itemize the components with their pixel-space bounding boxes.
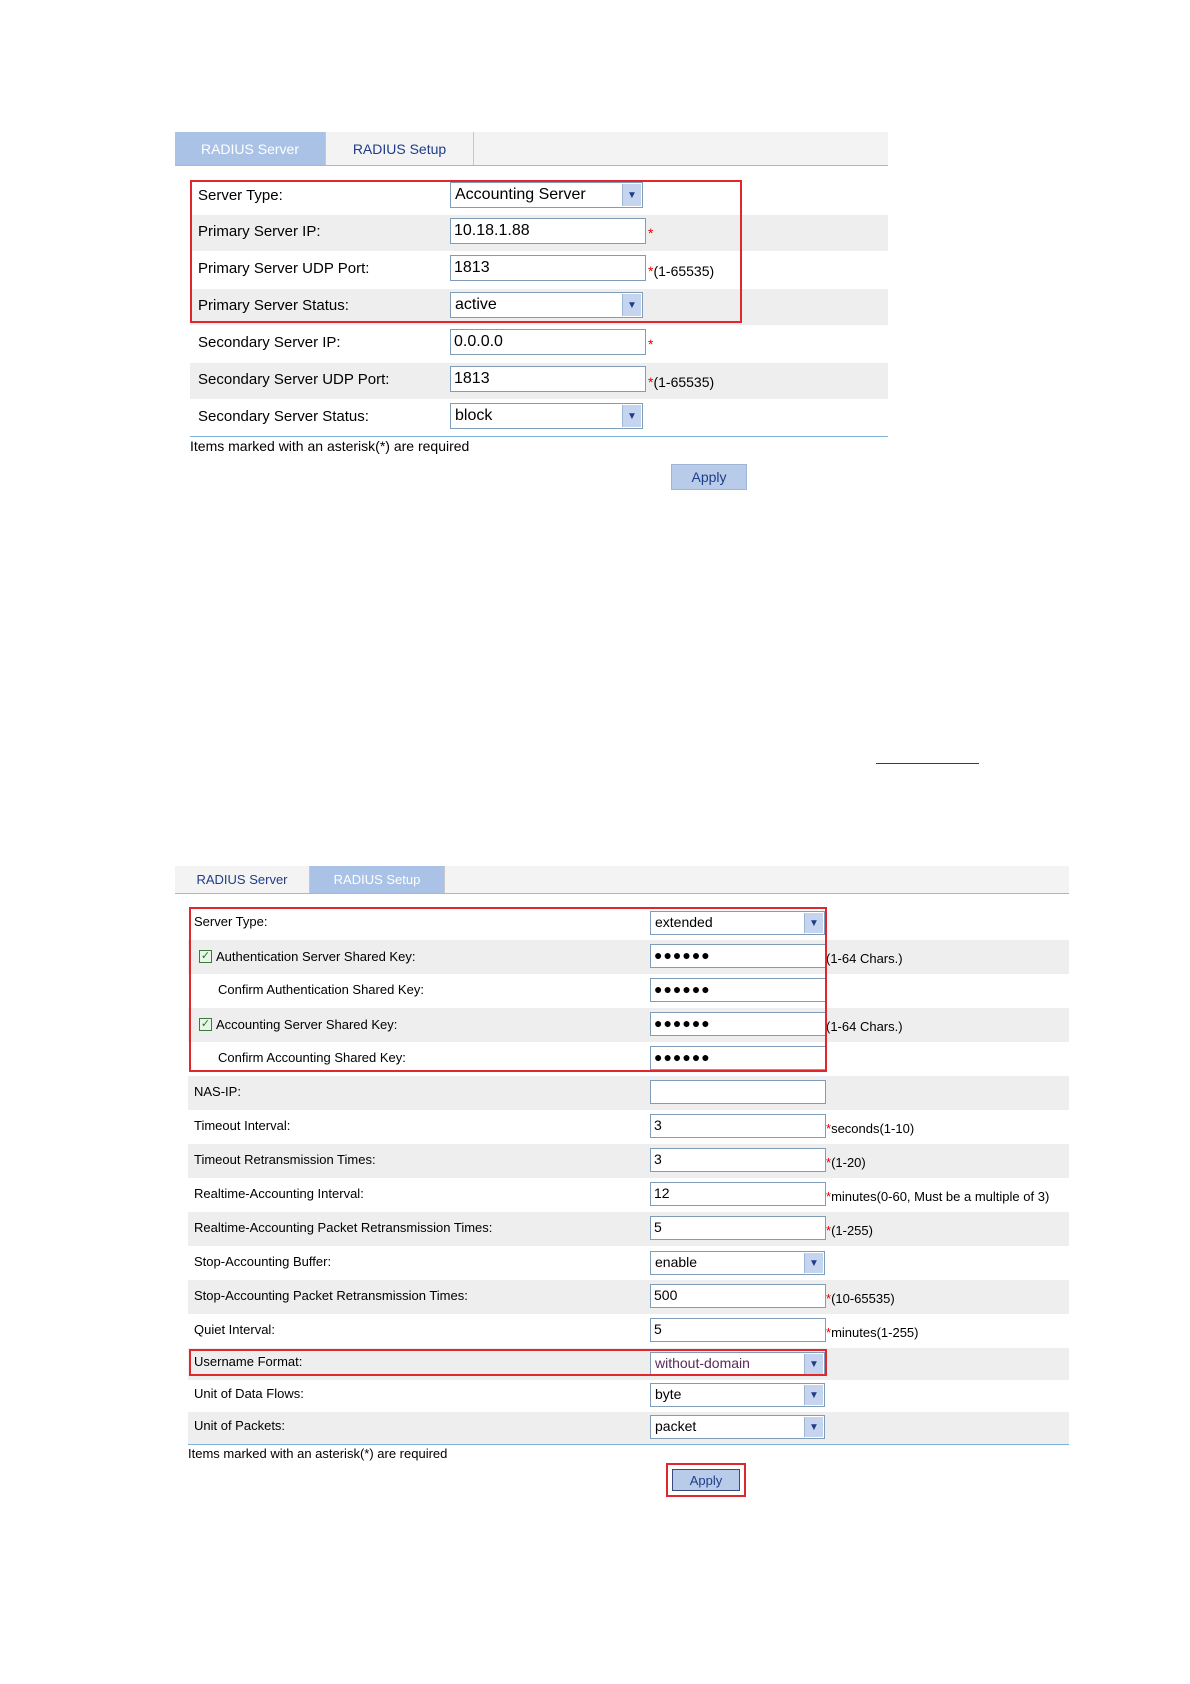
- unit-packets-label: Unit of Packets:: [194, 1418, 286, 1433]
- secondary-server-ip-input[interactable]: 0.0.0.0: [450, 329, 646, 355]
- tab-radius-setup[interactable]: RADIUS Setup: [310, 866, 445, 893]
- tab-bar: [175, 132, 888, 166]
- auth-key-hint: (1-64 Chars.): [826, 951, 903, 966]
- hyperlink-underline[interactable]: [876, 763, 979, 764]
- primary-server-status-label: Primary Server Status:: [198, 297, 349, 314]
- primary-server-status-select[interactable]: active ▼: [450, 292, 643, 318]
- acct-key-checkbox[interactable]: ✓: [200, 1018, 211, 1030]
- unit-data-flows-label: Unit of Data Flows:: [194, 1386, 304, 1401]
- timeout-interval-label: Timeout Interval:: [194, 1118, 291, 1133]
- primary-server-ip-input[interactable]: 10.18.1.88: [450, 218, 646, 244]
- form-row: [188, 1076, 1069, 1110]
- quiet-interval-label: Quiet Interval:: [194, 1322, 275, 1337]
- separator: [188, 1444, 1069, 1445]
- nas-ip-input[interactable]: [650, 1080, 826, 1104]
- unit-data-flows-select[interactable]: byte ▼: [650, 1383, 825, 1407]
- quiet-interval-input[interactable]: 5: [650, 1318, 826, 1342]
- secondary-udp-port-input[interactable]: 1813: [450, 366, 646, 392]
- acct-shared-key-input[interactable]: ●●●●●●: [650, 1012, 826, 1036]
- required-asterisk: *: [648, 336, 654, 352]
- acct-key-hint: (1-64 Chars.): [826, 1019, 903, 1034]
- timeout-retrans-input[interactable]: 3: [650, 1148, 826, 1172]
- chevron-down-icon: ▼: [804, 913, 823, 933]
- required-asterisk: *: [648, 225, 654, 241]
- separator: [190, 436, 888, 437]
- apply-button[interactable]: Apply: [671, 464, 747, 490]
- nas-ip-label: NAS-IP:: [194, 1084, 241, 1099]
- chevron-down-icon: ▼: [804, 1253, 823, 1273]
- realtime-acct-retrans-hint: *(1-255): [826, 1223, 873, 1238]
- unit-packets-select[interactable]: packet ▼: [650, 1415, 825, 1439]
- form-row: [188, 1314, 1069, 1348]
- server-type-select[interactable]: extended ▼: [650, 911, 825, 935]
- form-row: [188, 1380, 1069, 1412]
- form-row: [188, 1348, 1069, 1380]
- primary-udp-port-hint: *(1-65535): [648, 263, 715, 279]
- realtime-acct-retrans-label: Realtime-Accounting Packet Retransmission Times:: [194, 1220, 493, 1235]
- chevron-down-icon: ▼: [622, 294, 641, 316]
- apply-button[interactable]: Apply: [672, 1469, 740, 1491]
- primary-udp-port-label: Primary Server UDP Port:: [198, 260, 370, 277]
- stop-acct-retrans-input[interactable]: 500: [650, 1284, 826, 1308]
- stop-acct-retrans-hint: *(10-65535): [826, 1291, 895, 1306]
- tab-radius-setup[interactable]: RADIUS Setup: [326, 132, 474, 165]
- confirm-auth-key-label: Confirm Authentication Shared Key:: [218, 982, 424, 997]
- tab-bar: [175, 866, 1069, 894]
- stop-acct-retrans-label: Stop-Accounting Packet Retransmission Times:: [194, 1288, 468, 1303]
- secondary-server-ip-label: Secondary Server IP:: [198, 334, 341, 351]
- tab-radius-server[interactable]: RADIUS Server: [175, 866, 310, 893]
- primary-udp-port-input[interactable]: 1813: [450, 255, 646, 281]
- timeout-interval-input[interactable]: 3: [650, 1114, 826, 1138]
- realtime-acct-interval-label: Realtime-Accounting Interval:: [194, 1186, 364, 1201]
- realtime-acct-interval-hint: *minutes(0-60, Must be a multiple of 3): [826, 1189, 1050, 1204]
- form-row: [188, 906, 1069, 940]
- server-type-label: Server Type:: [194, 914, 268, 929]
- form-row: [188, 1412, 1069, 1444]
- required-note: Items marked with an asterisk(*) are required: [188, 1446, 448, 1461]
- primary-server-ip-label: Primary Server IP:: [198, 223, 321, 240]
- stop-acct-buffer-label: Stop-Accounting Buffer:: [194, 1254, 332, 1269]
- auth-shared-key-label: Authentication Server Shared Key:: [216, 949, 416, 964]
- chevron-down-icon: ▼: [804, 1354, 823, 1374]
- tab-radius-server[interactable]: RADIUS Server: [175, 132, 326, 165]
- secondary-server-status-label: Secondary Server Status:: [198, 408, 369, 425]
- realtime-acct-interval-input[interactable]: 12: [650, 1182, 826, 1206]
- auth-shared-key-input[interactable]: ●●●●●●: [650, 944, 826, 968]
- quiet-interval-hint: *minutes(1-255): [826, 1325, 919, 1340]
- form-row: [188, 1110, 1069, 1144]
- secondary-server-status-select[interactable]: block ▼: [450, 403, 643, 429]
- secondary-udp-port-hint: *(1-65535): [648, 374, 715, 390]
- server-type-label: Server Type:: [198, 187, 283, 204]
- stop-acct-buffer-select[interactable]: enable ▼: [650, 1251, 825, 1275]
- timeout-retrans-label: Timeout Retransmission Times:: [194, 1152, 376, 1167]
- auth-key-checkbox[interactable]: ✓: [200, 950, 211, 962]
- realtime-acct-retrans-input[interactable]: 5: [650, 1216, 826, 1240]
- confirm-acct-key-label: Confirm Accounting Shared Key:: [218, 1050, 406, 1065]
- server-type-select[interactable]: Accounting Server ▼: [450, 182, 643, 208]
- confirm-acct-key-input[interactable]: ●●●●●●: [650, 1046, 826, 1070]
- confirm-auth-key-input[interactable]: ●●●●●●: [650, 978, 826, 1002]
- chevron-down-icon: ▼: [622, 184, 641, 206]
- chevron-down-icon: ▼: [804, 1385, 823, 1405]
- timeout-interval-hint: *seconds(1-10): [826, 1121, 915, 1136]
- timeout-retrans-hint: *(1-20): [826, 1155, 866, 1170]
- required-note: Items marked with an asterisk(*) are required: [190, 438, 470, 454]
- chevron-down-icon: ▼: [804, 1417, 823, 1437]
- chevron-down-icon: ▼: [622, 405, 641, 427]
- secondary-udp-port-label: Secondary Server UDP Port:: [198, 371, 390, 388]
- username-format-select[interactable]: without-domain ▼: [650, 1352, 825, 1376]
- acct-shared-key-label: Accounting Server Shared Key:: [216, 1017, 398, 1032]
- username-format-label: Username Format:: [194, 1354, 303, 1369]
